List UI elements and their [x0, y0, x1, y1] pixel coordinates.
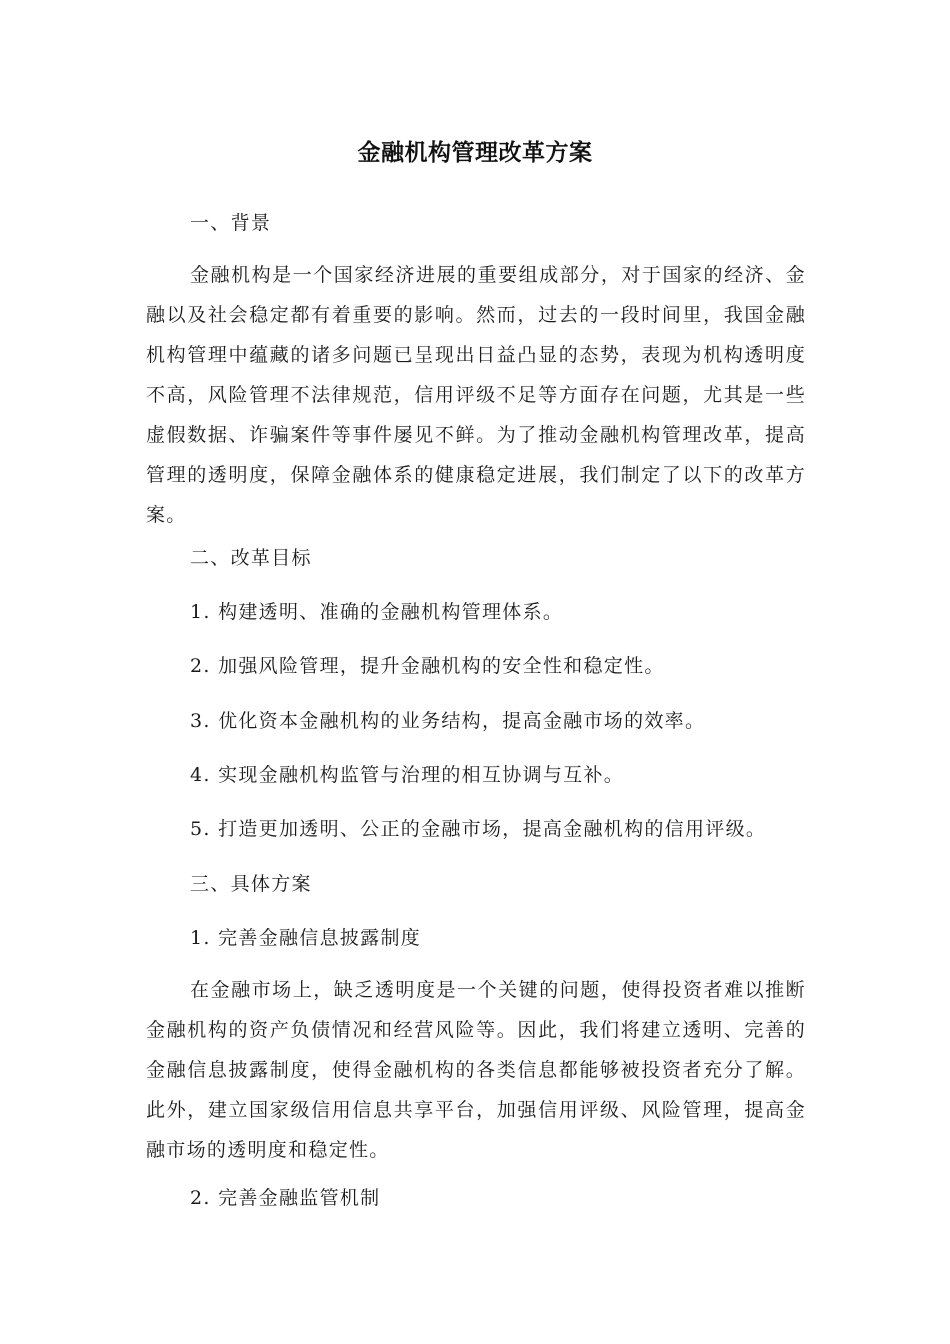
- document-title: 金融机构管理改革方案: [357, 140, 593, 166]
- background-paragraph: 金融机构是一个国家经济进展的重要组成部分，对于国家的经济、金融以及社会稳定都有着重要的影响。然而，过去的一段时间里，我国金融机构管理中蕴藏的诸多问题已呈现出日益凸显的态势，表现为机构透明度不高，风险管理不法律规范，信用评级不足等方面存在问题，尤其是一些虚假数据、诈骗案件等事件屡见不鲜。为了推动金融机构管理改革，提高管理的透明度，保障金融体系的健康稳定进展，我们制定了以下的改革方案。: [146, 264, 806, 526]
- goal-item-4: 4. 实现金融机构监管与治理的相互协调与互补。: [190, 764, 625, 786]
- goal-item-3: 3. 优化资本金融机构的业务结构，提高金融市场的效率。: [190, 710, 706, 732]
- goal-item-1: 1. 构建透明、准确的金融机构管理体系。: [190, 601, 564, 623]
- goal-item-2: 2. 加强风险管理，提升金融机构的安全性和稳定性。: [190, 655, 665, 677]
- section-heading-goals: 二、改革目标: [190, 547, 312, 569]
- plan-subheading-2: 2. 完善金融监管机制: [190, 1187, 381, 1209]
- plan-paragraph-1: 在金融市场上，缺乏透明度是一个关键的问题，使得投资者难以推断金融机构的资产负债情况和经营风险等。因此，我们将建立透明、完善的金融信息披露制度，使得金融机构的各类信息都能够被投资者充分了解。此外，建立国家级信用信息共享平台，加强信用评级、风险管理，提高金融市场的透明度和稳定性。: [146, 979, 806, 1161]
- plan-subheading-1: 1. 完善金融信息披露制度: [190, 927, 422, 949]
- section-heading-plan: 三、具体方案: [190, 873, 312, 895]
- goal-item-5: 5. 打造更加透明、公正的金融市场，提高金融机构的信用评级。: [190, 818, 767, 840]
- section-heading-background: 一、背景: [190, 212, 272, 234]
